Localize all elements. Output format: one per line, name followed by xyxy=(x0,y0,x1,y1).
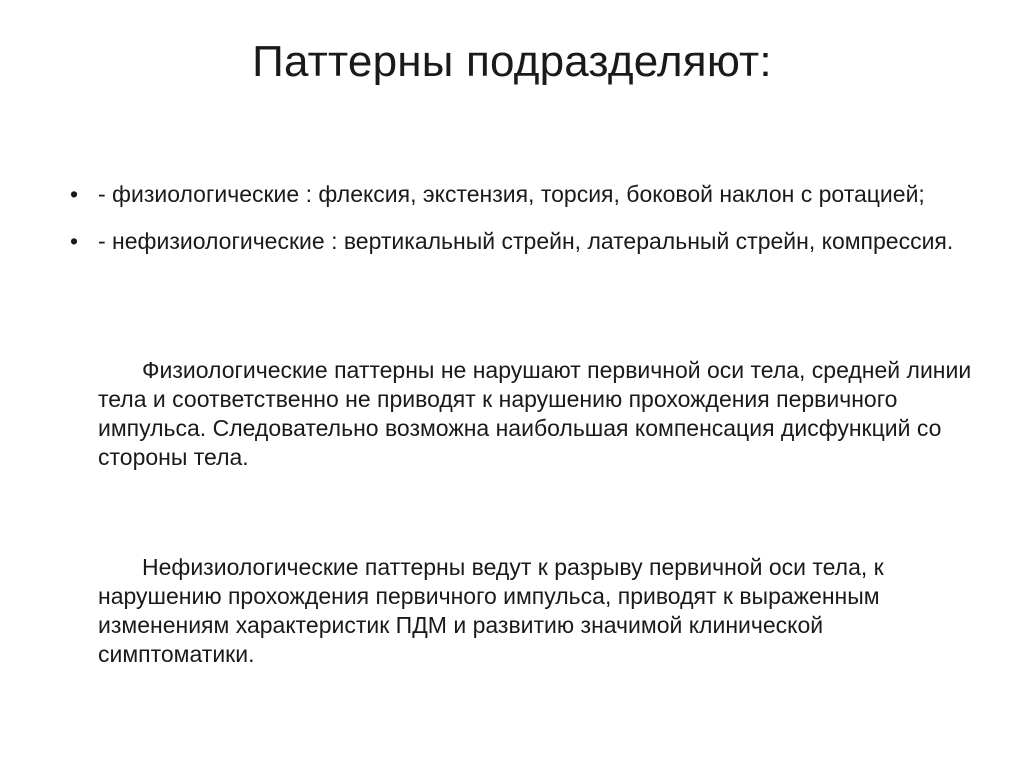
paragraph-physiological: Физиологические паттерны не нарушают первичной оси тела, средней линии тела и соответственно не приводят к нарушению прохождения первичного импульса. Следовательно возможна наибольшая компенсация дисфункций со стороны тела. xyxy=(98,357,972,470)
slide-title: Паттерны подразделяют: xyxy=(252,37,772,86)
bullet-text: - нефизиологические : вертикальный стрейн, латеральный стрейн, компрессия. xyxy=(98,228,954,254)
bullet-item xyxy=(70,227,970,255)
bullet-item xyxy=(70,180,970,208)
bullet-marker: • xyxy=(70,228,79,254)
paragraph-nonphysiological: Нефизиологические паттерны ведут к разрыву первичной оси тела, к нарушению прохождения первичного импульса, приводят к выраженным изменениям характеристик ПДМ и развитию значимой клинической симптоматики. xyxy=(98,554,884,667)
bullet-marker: • xyxy=(70,181,79,207)
bullet-text: - физиологические : флексия, экстензия, торсия, боковой наклон с ротацией; xyxy=(98,181,925,207)
bullet-list xyxy=(70,180,970,274)
